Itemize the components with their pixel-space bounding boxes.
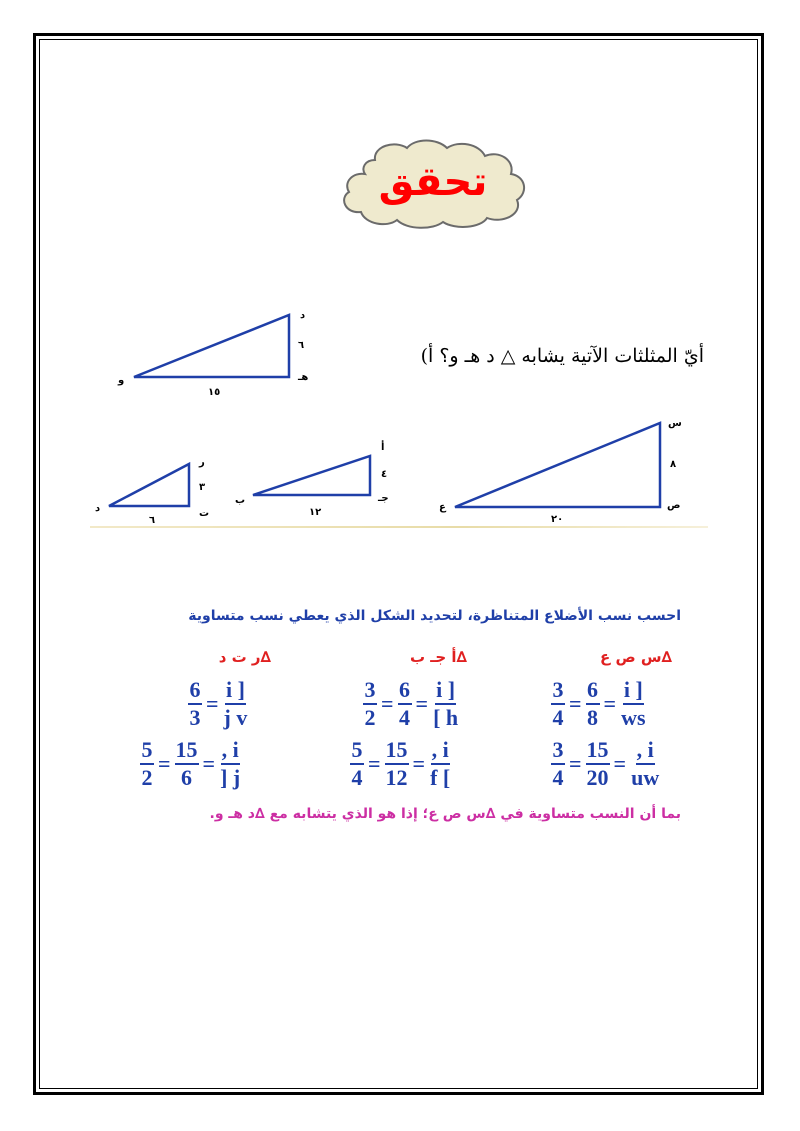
fraction: $\frac{6}{8}$ (587, 677, 599, 730)
label-ss: ص (667, 500, 681, 511)
fraction: $\frac{6}{4}$ (399, 677, 411, 730)
label-side-6b: ٦ (149, 515, 156, 526)
label-side-3: ٣ (199, 482, 206, 493)
fraction: $\frac{15}{12}$ (385, 737, 408, 790)
triangle-sse-shape (455, 423, 660, 507)
label-s: س (668, 418, 682, 429)
fraction: $\frac{3}{2}$ (364, 677, 376, 730)
equation-sse-2: $\frac{3}{4}$ = $\frac{15}{20}$ = $\frac{, i}{uw}$ (552, 737, 660, 790)
fraction: $\frac{15}{6}$ (175, 737, 198, 790)
equation-ajb-1: $\frac{3}{2}$ = $\frac{6}{4}$ = $\frac{i ]}{[ h}$ (364, 677, 459, 730)
triangle-sse (445, 415, 675, 515)
label-b: ب (235, 495, 246, 506)
fraction: $\frac{, i}{uw}$ (631, 737, 660, 790)
fraction: $\frac{5}{2}$ (141, 737, 153, 790)
label-side-8: ٨ (670, 459, 677, 470)
fraction: $\frac{, i}{] j}$ (220, 737, 241, 790)
equation-ajb-2: $\frac{5}{4}$ = $\frac{15}{12}$ = $\frac{, i}{f [}$ (351, 737, 451, 790)
fraction: $\frac{i ]}{\text{j v}}$ (223, 677, 248, 730)
label-side-20: ٢٠ (551, 514, 564, 525)
triangle-rtd (105, 458, 195, 512)
triangle-rtd-shape (109, 464, 189, 506)
fraction: $\frac{i ]}{ws}$ (621, 677, 646, 730)
equation-rtd-1: $\frac{6}{3}$ = $\frac{i ]}{\text{j v}}$ (189, 677, 248, 730)
label-d2: د (95, 503, 101, 514)
question-prefix: أ) (420, 345, 434, 367)
label-a: أ (381, 442, 385, 453)
label-e: ع (439, 502, 446, 513)
title-cloud (335, 136, 531, 232)
triangle-dhw (110, 305, 320, 400)
label-side-15: ١٥ (208, 387, 221, 398)
fraction: $\frac{5}{4}$ (351, 737, 363, 790)
equation-sse-1: $\frac{3}{4}$ = $\frac{6}{8}$ = $\frac{i ]}{ws}$ (552, 677, 646, 730)
label-w: و (118, 375, 125, 386)
label-r: ر (199, 457, 205, 468)
heading-sse: ∆س ص ع (599, 648, 672, 666)
fraction: $\frac{6}{3}$ (189, 677, 201, 730)
triangle-ajb-shape (253, 456, 370, 495)
question-text: أيّ المثلثات الآتية يشابه △ د هـ و؟ (439, 345, 704, 367)
fraction: $\frac{15}{20}$ (586, 737, 609, 790)
label-side-12: ١٢ (309, 507, 322, 518)
label-t: ت (199, 508, 210, 519)
fraction: $\frac{3}{4}$ (552, 677, 564, 730)
fraction: $\frac{3}{4}$ (552, 737, 564, 790)
triangle-dhw-shape (134, 315, 289, 377)
heading-ajb: ∆أ جـ ب (409, 648, 467, 666)
label-d: د (300, 310, 306, 321)
label-side-4: ٤ (381, 469, 388, 480)
label-side-6: ٦ (298, 340, 305, 351)
triangle-ajb (245, 448, 375, 500)
page-title: تحقق (378, 159, 488, 205)
label-j: جـ (378, 493, 389, 504)
fraction: $\frac{, i}{f [}$ (430, 737, 451, 790)
question-line (421, 345, 704, 367)
heading-rtd: ∆ر ت د (218, 648, 271, 666)
instruction-text: احسب نسب الأضلاع المتناظرة، لتحديد الشكل الذي يعطي نسب متساوية (188, 608, 681, 624)
label-h: هـ (298, 372, 309, 383)
fraction: $\frac{i ]}{[ h}$ (433, 677, 459, 730)
conclusion-text: بما أن النسب متساوية في ∆س ص ع؛ إذا هو الذي يتشابه مع ∆د هـ و. (209, 806, 681, 822)
equation-rtd-2: $\frac{5}{2}$ = $\frac{15}{6}$ = $\frac{, i}{] j}$ (141, 737, 241, 790)
separator-line (90, 526, 708, 528)
